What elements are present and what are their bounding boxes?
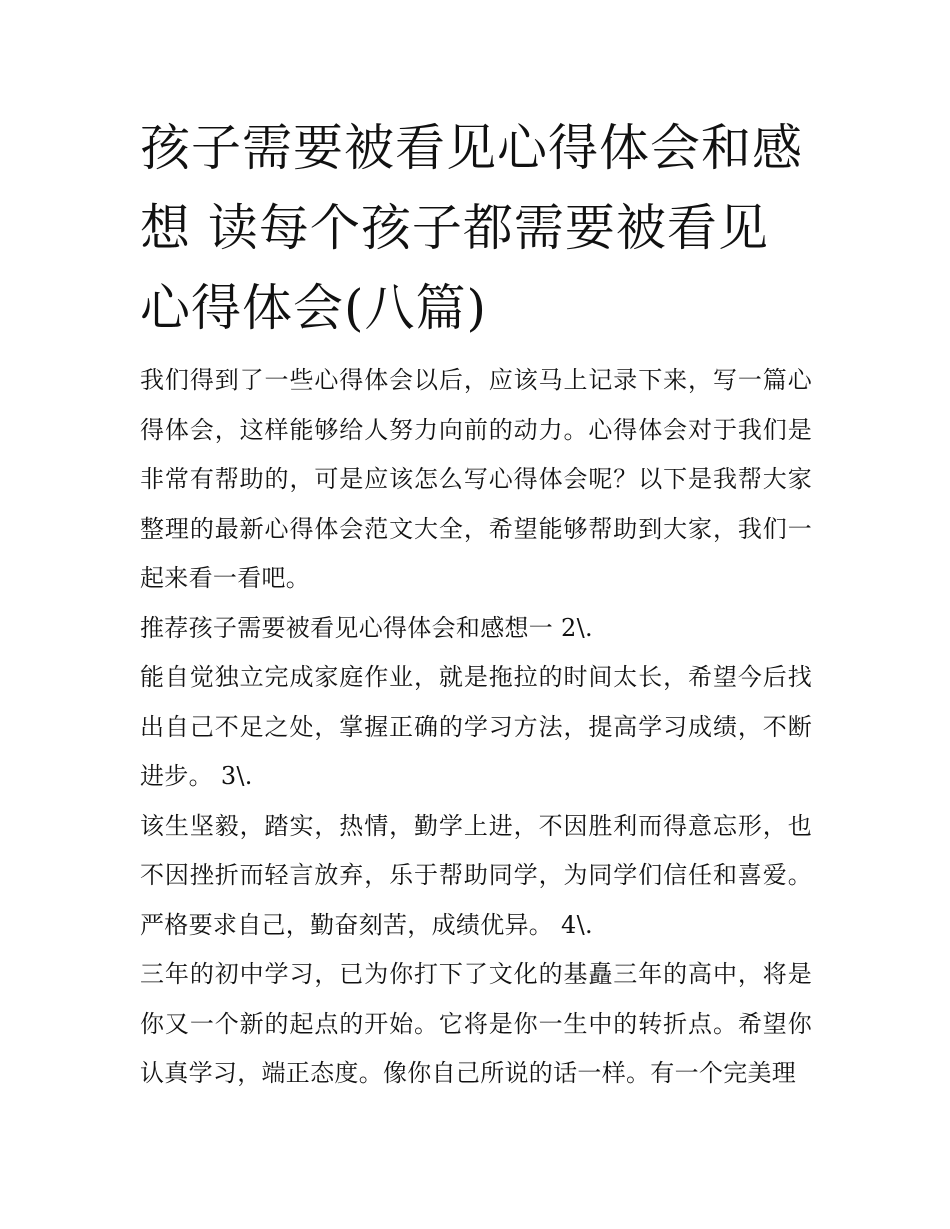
document-page <box>140 108 812 1099</box>
paragraph-diligent: 该生坚毅，踏实，热情，勤学上进，不因胜利而得意忘形，也不因挫折而轻言放弃，乐于帮助同学，为同学们信任和喜爱。严格要求自己，勤奋刻苦，成绩优异。 4\. <box>140 811 812 939</box>
paragraph-homework: 能自觉独立完成家庭作业，就是拖拉的时间太长，希望今后找出自己不足之处，掌握正确的学习方法，提高学习成绩，不断进步。 3\. <box>140 663 812 790</box>
document-body <box>140 356 812 1099</box>
paragraph-recommend-heading: 推荐孩子需要被看见心得体会和感想一 2\. <box>140 613 593 642</box>
paragraph-intro: 我们得到了一些心得体会以后，应该马上记录下来，写一篇心得体会，这样能够给人努力向前的动力。心得体会对于我们是非常有帮助的，可是应该怎么写心得体会呢？以下是我帮大家整理的最新心得体会范文大全，希望能够帮助到大家，我们一起来看一看吧。 <box>140 366 812 592</box>
paragraph-junior-high: 三年的初中学习，已为你打下了文化的基矗三年的高中，将是你又一个新的起点的开始。它将是你一生中的转折点。希望你认真学习，端正态度。像你自己所说的话一样。有一个完美理 <box>140 960 812 1087</box>
document-title: 孩子需要被看见心得体会和感想 读每个孩子都需要被看见心得体会(八篇) <box>140 119 803 337</box>
